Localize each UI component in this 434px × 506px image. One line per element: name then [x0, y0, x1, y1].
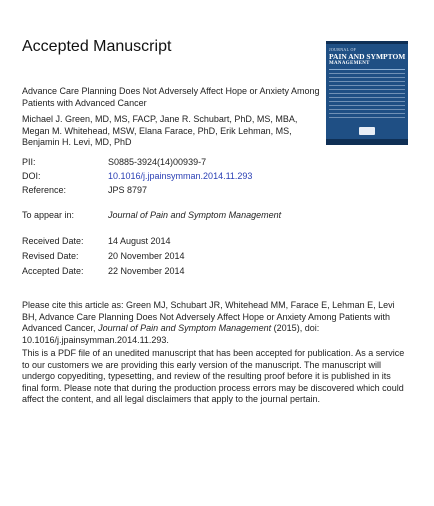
- page-heading: Accepted Manuscript: [22, 38, 172, 55]
- revised-value: 20 November 2014: [108, 251, 185, 261]
- received-row: [22, 236, 171, 247]
- revised-label: Revised Date:: [22, 251, 79, 261]
- appear-value: Journal of Pain and Symptom Management: [108, 210, 282, 220]
- appear-row: [22, 210, 281, 221]
- citation-lead: Please cite this article as: Green MJ, Schubart JR, Whitehead MM, Farace E, Lehman E, Levi BH, Advance Care Planning Does Not Adversely Affect Hope or Anxiety Among Patients with Advanced Cancer,: [22, 300, 395, 333]
- received-value: 14 August 2014: [108, 236, 171, 246]
- publisher-logo-icon: [359, 127, 375, 135]
- reference-label: Reference:: [22, 185, 67, 195]
- accepted-value: 22 November 2014: [108, 266, 185, 276]
- pii-label: PII:: [22, 157, 36, 167]
- disclaimer-paragraph: This is a PDF file of an unedited manuscript that has been accepted for publication. As a service to our customers we are providing this early version of the manuscript. The manuscript will undergo copyediting, typesetting, and review of the resulting proof before it is published in its final form. Please note that during the production process errors may be discovered which could affect the content, and all legal disclaimers that apply to the journal pertain.: [22, 348, 405, 404]
- doi-link[interactable]: 10.1016/j.jpainsymman.2014.11.293: [108, 171, 253, 181]
- received-label: Received Date:: [22, 236, 84, 246]
- citation-journal: Journal of Pain and Symptom Management: [98, 323, 272, 333]
- accepted-label: Accepted Date:: [22, 266, 84, 276]
- reference-row: [22, 185, 147, 196]
- journal-cover-image: [326, 41, 408, 145]
- citation-tail: (2015), doi: 10.1016/j.jpainsymman.2014.11.293.: [22, 323, 320, 345]
- pii-row: [22, 157, 206, 168]
- reference-value: JPS 8797: [108, 185, 148, 195]
- cover-journal-line2: PAIN AND SYMPTOM: [329, 52, 406, 61]
- article-authors: Michael J. Green, MD, MS, FACP, Jane R. Schubart, PhD, MS, MBA, Megan M. Whitehead, MSW, Elana Farace, PhD, Erik Lehman, MS, Benjamin H. Levi, MD, PhD: [22, 114, 298, 147]
- article-title: Advance Care Planning Does Not Adversely Affect Hope or Anxiety Among Patients with Advanced Cancer: [22, 86, 320, 108]
- revised-row: [22, 251, 185, 262]
- cover-journal-line3: MANAGEMENT: [329, 61, 370, 66]
- pii-value: S0885-3924(14)00939-7: [108, 157, 207, 167]
- accepted-row: [22, 266, 185, 277]
- appear-label: To appear in:: [22, 210, 75, 220]
- doi-label: DOI:: [22, 171, 41, 181]
- citation-paragraph: [22, 300, 407, 346]
- doi-row: [22, 171, 252, 182]
- cover-journal-line1: JOURNAL OF: [329, 47, 357, 52]
